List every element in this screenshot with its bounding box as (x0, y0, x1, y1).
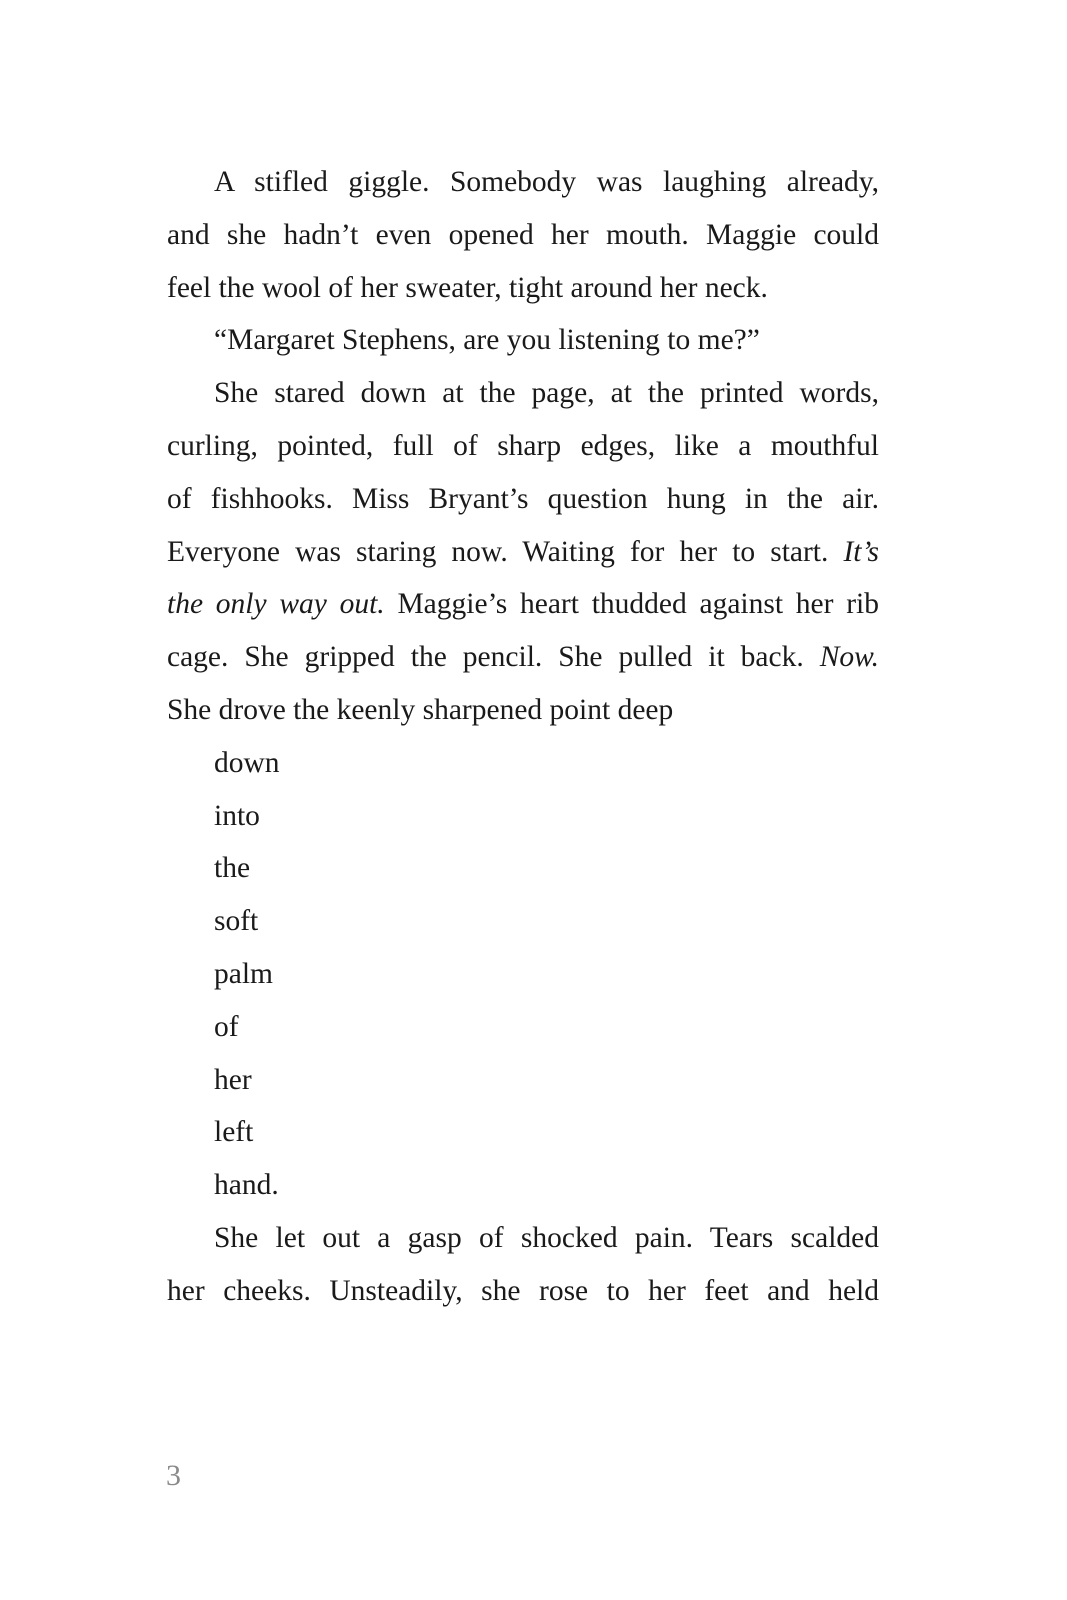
text-line: curling, pointed, full of sharp edges, like a mouthful (167, 429, 879, 462)
text-line: hand. (214, 1169, 279, 1202)
text-line: into (214, 799, 260, 832)
text-line: the only way out. Maggie’s heart thudded against her rib (167, 588, 880, 621)
text-line: She drove the keenly sharpened point deep (167, 693, 674, 726)
text-line: She let out a gasp of shocked pain. Tears scalded (214, 1221, 879, 1254)
text-line: cage. She gripped the pencil. She pulled it back. Now. (167, 641, 879, 674)
text-line: left (214, 1116, 254, 1149)
text-line: A stifled giggle. Somebody was laughing already, (214, 166, 879, 198)
book-page-text (167, 156, 879, 1318)
text-line: and she hadn’t even opened her mouth. Maggie could (167, 218, 879, 251)
text-line: feel the wool of her sweater, tight around her neck. (167, 271, 768, 304)
text-line: of fishhooks. Miss Bryant’s question hung in the air. (167, 482, 879, 515)
text-line: palm (214, 957, 273, 990)
text-line: the (214, 852, 251, 885)
page-number: 3 (166, 1459, 181, 1492)
italic-text: Now. (819, 641, 879, 674)
text-line: soft (214, 905, 259, 938)
italic-text: the only way out. (167, 588, 385, 621)
text-line: her cheeks. Unsteadily, she rose to her feet and held (167, 1274, 879, 1307)
text-line: down (214, 746, 280, 779)
text-line: She stared down at the page, at the printed words, (214, 377, 879, 410)
text-line: of (214, 1010, 239, 1043)
italic-text: It’s (843, 535, 879, 568)
text-line: Everyone was staring now. Waiting for her to start. It’s (167, 535, 879, 568)
text-line: her (214, 1063, 252, 1096)
text-line: “Margaret Stephens, are you listening to me?” (214, 324, 760, 357)
